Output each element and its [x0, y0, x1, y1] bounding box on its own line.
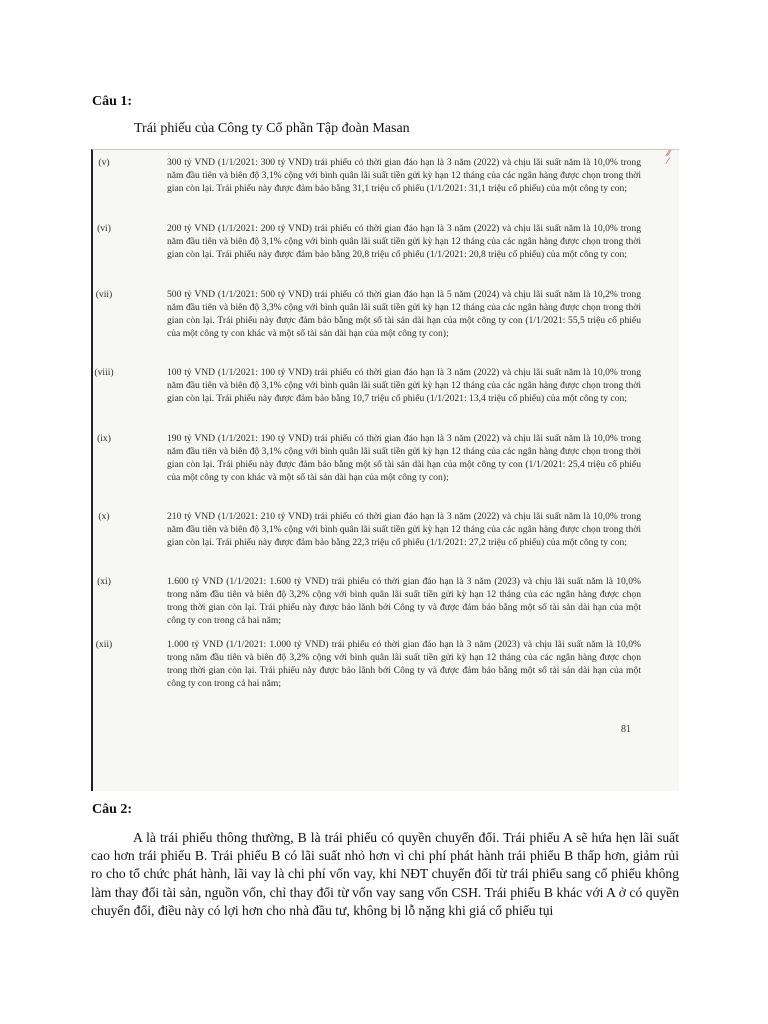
bond-item-vi [97, 222, 641, 261]
bond-item-xii [95, 638, 641, 690]
bond-item-text: 100 tỷ VND (1/1/2021: 100 tỷ VND) trái phiếu có thời gian đáo hạn là 3 năm (2022) và chịu lãi suất năm là 10,0% trong năm đầu tiên và biên độ 3,1% cộng với bình quân lãi suất tiền gửi kỳ hạn 12 tháng của các ngân hàng được chọn trong thời gian còn lại. Trái phiếu này được đảm bảo bằng 10,7 triệu cổ phiếu (1/1/2021: 13,4 triệu cổ phiếu) của một công ty con; [167, 367, 641, 404]
bond-item-text: 200 tỷ VND (1/1/2021: 200 tỷ VND) trái phiếu có thời gian đáo hạn là 3 năm (2022) và chịu lãi suất năm là 10,0% trong năm đầu tiên và biên độ 3,1% cộng với bình quân lãi suất tiền gửi kỳ hạn 12 tháng của các ngân hàng được chọn trong thời gian còn lại. Trái phiếu này được đảm bảo bằng 20,8 triệu cổ phiếu (1/1/2021: 20,8 triệu cổ phiếu) của một công ty con; [167, 223, 641, 260]
bond-item-number: (x) [98, 511, 110, 522]
bond-item-text: 1.000 tỷ VND (1/1/2021: 1.000 tỷ VND) trái phiếu có thời gian đáo hạn là 3 năm (2023) và chịu lãi suất năm là 10,0% trong năm đầu tiên và biên độ 3,2% cộng với bình quân lãi suất tiền gửi kỳ hạn 12 tháng của các ngân hàng được chọn trong thời gian còn lại. Trái phiếu này được bảo lãnh bởi Công ty và được đảm bảo bằng một số tài sản dài hạn của một công ty con trong cả hai năm; [167, 639, 641, 689]
bond-item-number: (v) [98, 157, 110, 168]
scanned-document-image [91, 149, 679, 791]
bond-item-xi [97, 575, 641, 627]
bond-item-text: 190 tỷ VND (1/1/2021: 190 tỷ VND) trái phiếu có thời gian đáo hạn là 3 năm (2022) và chịu lãi suất năm là 10,0% trong năm đầu tiên và biên độ 3,1% cộng với bình quân lãi suất tiền gửi kỳ hạn 12 tháng của các ngân hàng được chọn trong thời gian còn lại. Trái phiếu này được đảm bảo bằng một số tài sản dài hạn của một công ty con (1/1/2021: 25,4 triệu cổ phiếu của một công ty con khác và một số tài sản dài hạn của một công ty con); [167, 433, 641, 483]
bond-item-number: (vi) [97, 223, 111, 234]
scan-page-number: 81 [621, 724, 631, 735]
bond-item-ix [97, 432, 641, 484]
bond-item-text: 1.600 tỷ VND (1/1/2021: 1.600 tỷ VND) trái phiếu có thời gian đáo hạn là 3 năm (2023) và chịu lãi suất năm là 10,0% trong năm đầu tiên và biên độ 3,2% cộng với bình quân lãi suất tiền gửi kỳ hạn 12 tháng của các ngân hàng được chọn trong thời gian còn lại. Trái phiếu này được bảo lãnh bởi Công ty và được đảm bảo bằng một số tài sản dài hạn của một công ty con trong cả hai năm; [167, 576, 641, 626]
bond-item-number: (vii) [95, 289, 113, 300]
bond-item-v [98, 156, 641, 195]
scan-edge-mark: ⁄⁄ ⁄ [667, 149, 671, 167]
bond-item-viii [94, 366, 641, 405]
bond-item-number: (xi) [97, 576, 111, 587]
question-1-subtitle: Trái phiếu của Công ty Cổ phần Tập đoàn Masan [134, 121, 410, 136]
bond-item-x [98, 510, 641, 549]
question-2-answer: A là trái phiếu thông thường, B là trái phiếu có quyền chuyển đổi. Trái phiếu A sẽ hứa hẹn lãi suất cao hơn trái phiếu B. Trái phiếu B có lãi suất nhỏ hơn vì chi phí phát hành trái phiếu B thấp hơn, giảm rủi ro cho tổ chức phát hành, lãi vay là chi phí vốn vay, khi NĐT chuyển đổi từ trái phiếu sang cổ phiếu không làm thay đổi tài sản, nguồn vốn, chỉ thay đổi từ vốn vay sang vốn CSH. Trái phiếu B khác với A ở có quyền chuyển đổi, điều này có lợi hơn cho nhà đầu tư, không bị lỗ nặng khi giá cổ phiếu tụi [91, 830, 679, 918]
question-1-label: Câu 1: [92, 94, 133, 109]
bond-item-number: (viii) [94, 367, 114, 378]
question-2-label: Câu 2: [92, 802, 133, 817]
bond-item-text: 210 tỷ VND (1/1/2021: 210 tỷ VND) trái phiếu có thời gian đáo hạn là 3 năm (2022) và chịu lãi suất năm là 10,0% trong năm đầu tiên và biên độ 3,1% cộng với bình quân lãi suất tiền gửi kỳ hạn 12 tháng của các ngân hàng được chọn trong thời gian còn lại. Trái phiếu này được đảm bảo bằng 22,3 triệu cổ phiếu (1/1/2021: 27,2 triệu cổ phiếu) của một công ty con; [167, 511, 641, 548]
bond-item-text: 500 tỷ VND (1/1/2021: 500 tỷ VND) trái phiếu có thời gian đáo hạn là 5 năm (2024) và chịu lãi suất năm là 10,2% trong năm đầu tiên và biên độ 3,3% cộng với bình quân lãi suất tiền gửi kỳ hạn 12 tháng của các ngân hàng được chọn trong thời gian còn lại. Trái phiếu này được đảm bảo bằng một số tài sản dài hạn của một công ty con (1/1/2021: 55,5 triệu cổ phiếu của một công ty con khác và một số tài sản dài hạn của một công ty con); [167, 289, 641, 339]
bond-item-text: 300 tỷ VND (1/1/2021: 300 tỷ VND) trái phiếu có thời gian đáo hạn là 3 năm (2022) và chịu lãi suất năm là 10,0% trong năm đầu tiên và biên độ 3,1% cộng với bình quân lãi suất tiền gửi kỳ hạn 12 tháng của các ngân hàng được chọn trong thời gian còn lại. Trái phiếu này được đảm bảo bằng 31,1 triệu cổ phiếu (1/1/2021: 31,1 triệu cổ phiếu) của một công ty con; [167, 157, 641, 194]
bond-item-number: (ix) [97, 433, 111, 444]
bond-item-vii [95, 288, 641, 340]
bond-item-number: (xii) [95, 639, 113, 650]
